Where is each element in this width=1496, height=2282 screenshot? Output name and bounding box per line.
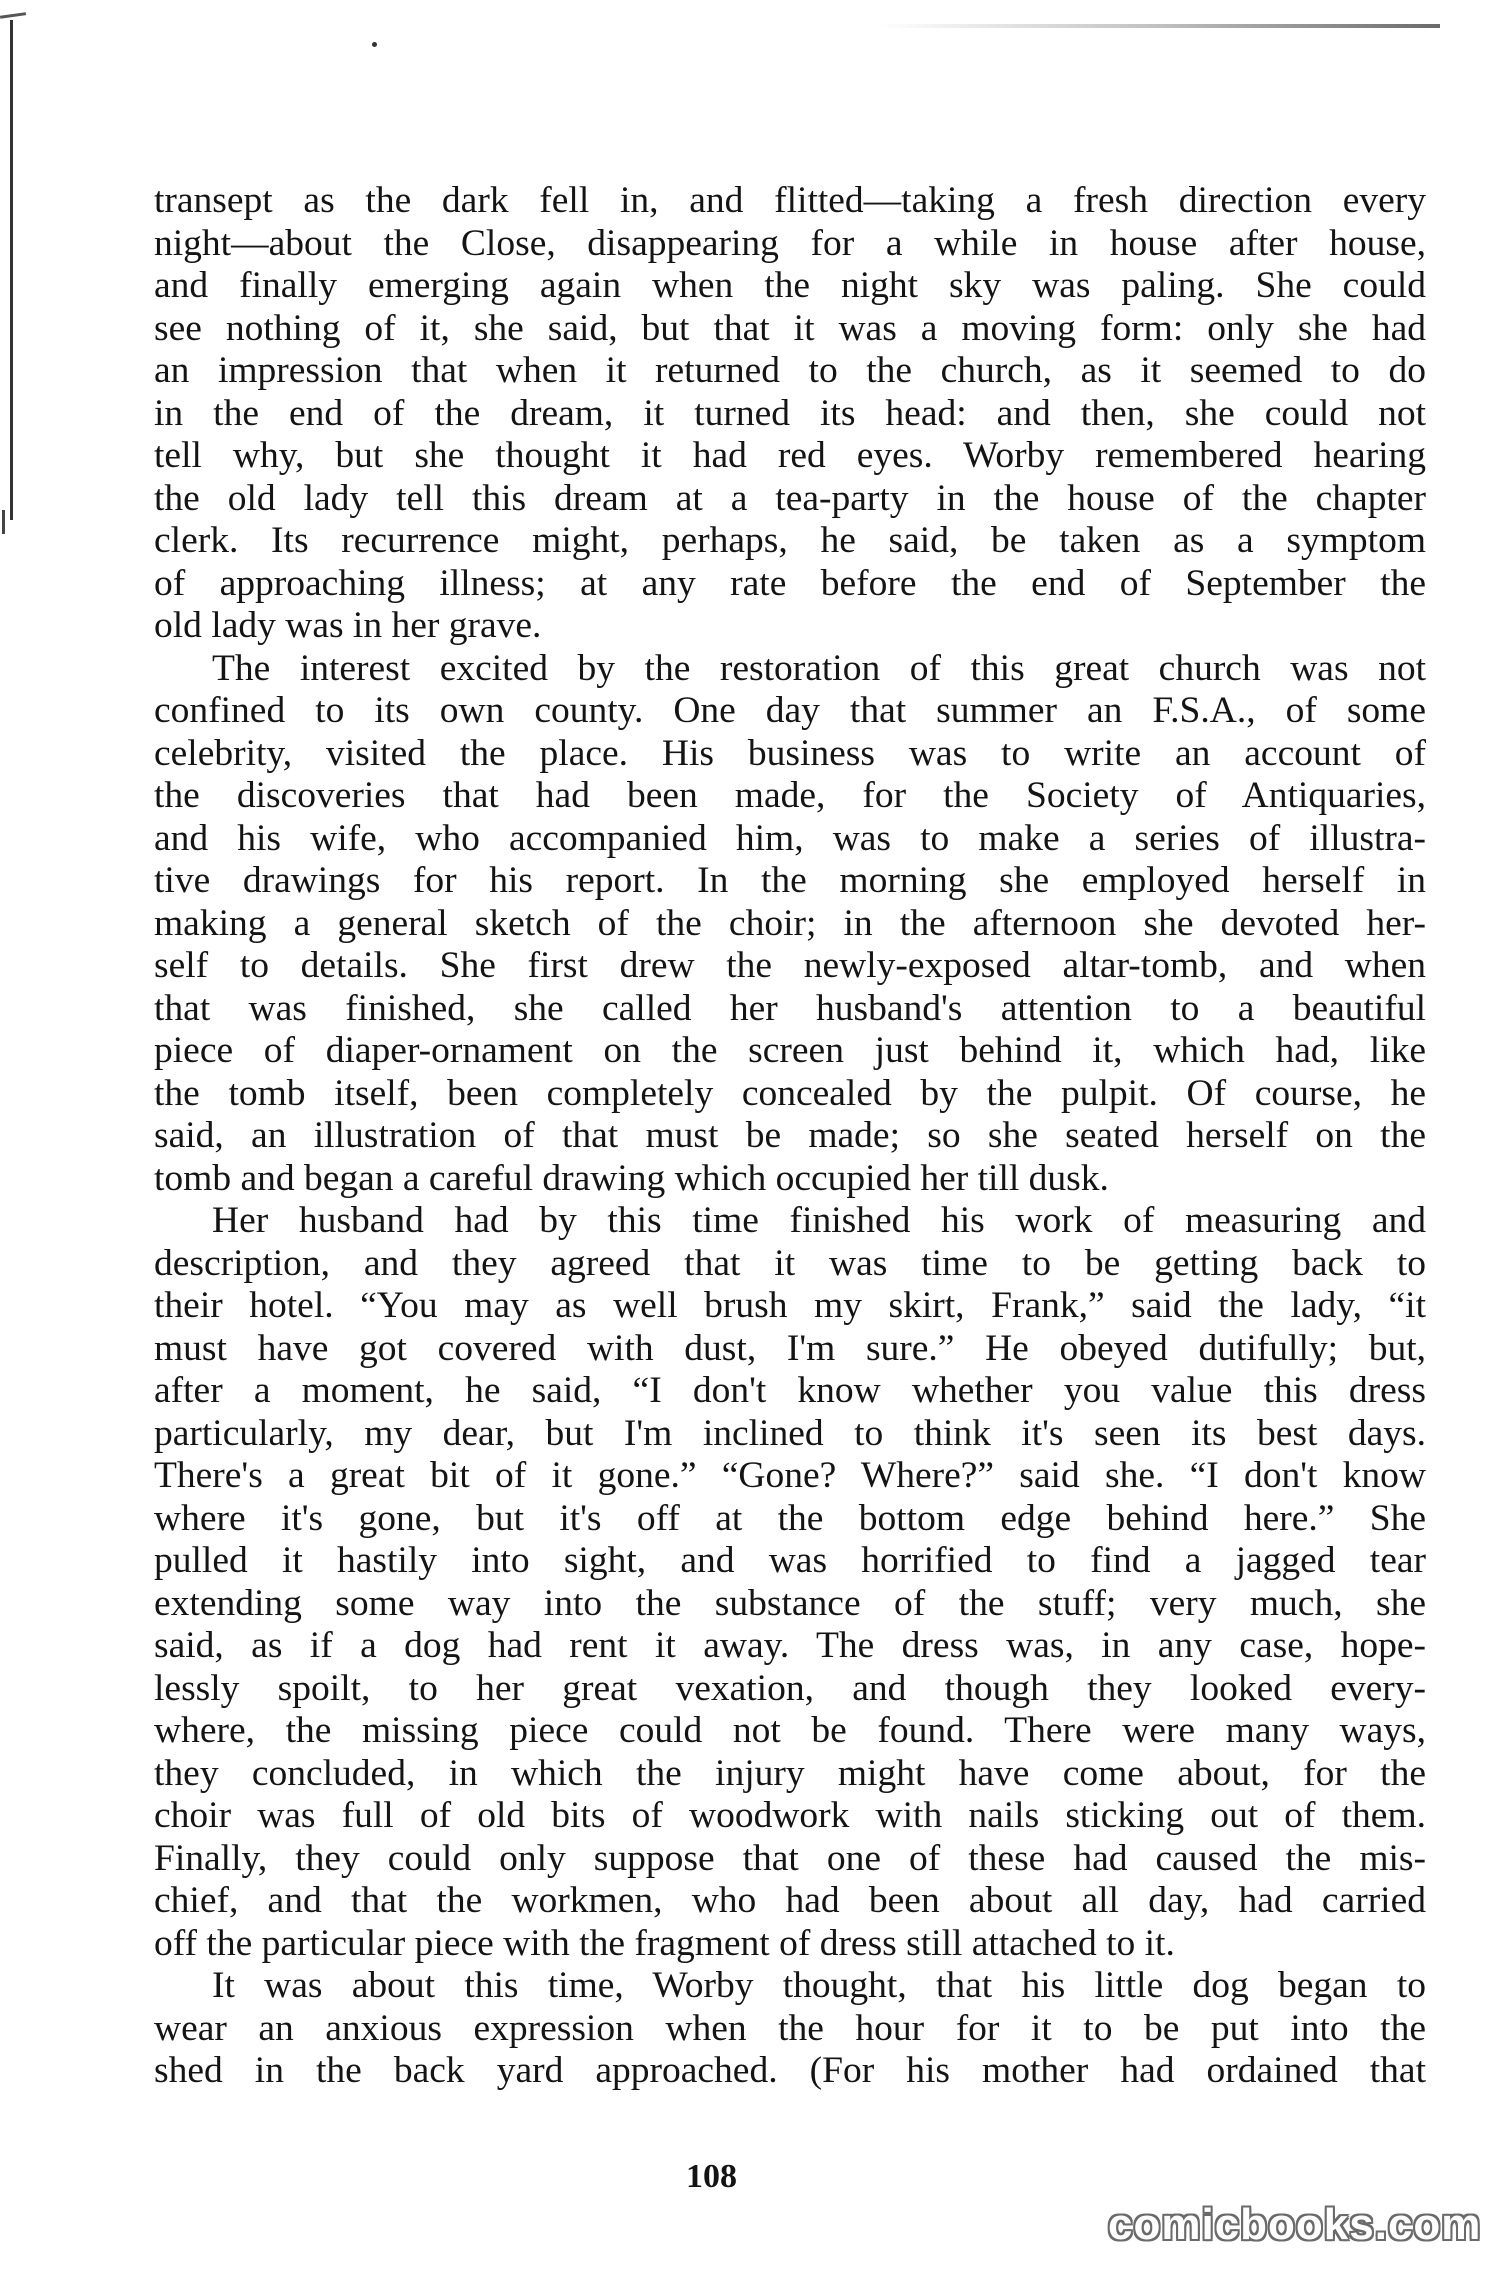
text-line: in the end of the dream, it turned its head: and then, she could not bbox=[154, 392, 1426, 434]
paragraph-first-line: It was about this time, Worby thought, that his little dog began to bbox=[212, 1965, 1426, 2006]
text-line: There's a great bit of it gone.” “Gone? Where?” said she. “I don't know bbox=[154, 1455, 1426, 1496]
paragraph-first-line: The interest excited by the restoration of this great church was not bbox=[212, 647, 1426, 689]
body-text bbox=[154, 180, 1426, 2093]
text-line: description, and they agreed that it was time to be getting back to bbox=[154, 1242, 1426, 1284]
text-line: must have got covered with dust, I'm sure.” He obeyed dutifully; but, bbox=[154, 1327, 1426, 1369]
text-line: confined to its own county. One day that summer an F.S.A., of some bbox=[154, 690, 1426, 731]
text-line: transept as the dark fell in, and flitted—taking a fresh direction every bbox=[154, 180, 1426, 221]
site-watermark: comicbooks.com bbox=[1108, 2200, 1482, 2249]
text-line: piece of diaper-ornament on the screen just behind it, which had, like bbox=[154, 1030, 1426, 1071]
text-line: where it's gone, but it's off at the bottom edge behind here.” She bbox=[154, 1497, 1426, 1539]
ink-dot bbox=[372, 42, 377, 47]
text-line: chief, and that the workmen, who had been about all day, had carried bbox=[154, 1880, 1426, 1921]
text-line: choir was full of old bits of woodwork with nails sticking out of them. bbox=[154, 1795, 1426, 1836]
text-line: off the particular piece with the fragment of dress still attached to it. bbox=[154, 1922, 1175, 1964]
left-edge-mark bbox=[2, 510, 5, 534]
left-margin-rule bbox=[10, 20, 13, 520]
text-line: tell why, but she thought it had red eyes. Worby remembered hearing bbox=[154, 435, 1426, 476]
text-line: clerk. Its recurrence might, perhaps, he said, be taken as a symptom bbox=[154, 520, 1426, 561]
page-number: 108 bbox=[686, 2158, 737, 2195]
text-line: the discoveries that had been made, for the Society of Antiquaries, bbox=[154, 775, 1426, 816]
text-line: of approaching illness; at any rate before the end of September the bbox=[154, 562, 1426, 604]
text-line: they concluded, in which the injury might have come about, for the bbox=[154, 1752, 1426, 1794]
text-line: lessly spoilt, to her great vexation, and though they looked every- bbox=[154, 1667, 1426, 1709]
text-line: and finally emerging again when the night sky was paling. She could bbox=[154, 265, 1426, 306]
text-line: making a general sketch of the choir; in the afternoon she devoted her- bbox=[154, 902, 1426, 944]
text-line: particularly, my dear, but I'm inclined to think it's seen its best days. bbox=[154, 1412, 1426, 1454]
text-line: tive drawings for his report. In the morning she employed herself in bbox=[154, 860, 1426, 901]
text-line: an impression that when it returned to the church, as it seemed to do bbox=[154, 350, 1426, 391]
text-line: where, the missing piece could not be found. There were many ways, bbox=[154, 1710, 1426, 1751]
text-line: after a moment, he said, “I don't know whether you value this dress bbox=[154, 1370, 1426, 1411]
text-line: extending some way into the substance of the stuff; very much, she bbox=[154, 1582, 1426, 1624]
top-edge-smudge bbox=[880, 24, 1440, 28]
text-line: that was finished, she called her husband's attention to a beautiful bbox=[154, 987, 1426, 1029]
text-line: tomb and began a careful drawing which occupied her till dusk. bbox=[154, 1157, 1109, 1199]
text-line: self to details. She first drew the newly-exposed altar-tomb, and when bbox=[154, 945, 1426, 986]
text-line: Finally, they could only suppose that one of these had caused the mis- bbox=[154, 1837, 1426, 1879]
paragraph-first-line: Her husband had by this time finished his work of measuring and bbox=[212, 1200, 1426, 1241]
text-line: their hotel. “You may as well brush my skirt, Frank,” said the lady, “it bbox=[154, 1285, 1426, 1326]
text-line: wear an anxious expression when the hour for it to be put into the bbox=[154, 2007, 1426, 2049]
text-line: see nothing of it, she said, but that it was a moving form: only she had bbox=[154, 307, 1426, 349]
text-line: the old lady tell this dream at a tea-party in the house of the chapter bbox=[154, 477, 1426, 519]
text-line: shed in the back yard approached. (For his mother had ordained that bbox=[154, 2050, 1426, 2091]
text-line: night—about the Close, disappearing for a while in house after house, bbox=[154, 222, 1426, 264]
text-line: said, as if a dog had rent it away. The dress was, in any case, hope- bbox=[154, 1625, 1426, 1666]
text-line: old lady was in her grave. bbox=[154, 605, 542, 646]
text-line: the tomb itself, been completely concealed by the pulpit. Of course, he bbox=[154, 1072, 1426, 1114]
corner-tick-mark bbox=[0, 12, 26, 19]
text-line: celebrity, visited the place. His business was to write an account of bbox=[154, 732, 1426, 774]
text-line: and his wife, who accompanied him, was to make a series of illustra- bbox=[154, 817, 1426, 859]
text-line: said, an illustration of that must be made; so she seated herself on the bbox=[154, 1115, 1426, 1156]
text-line: pulled it hastily into sight, and was horrified to find a jagged tear bbox=[154, 1540, 1426, 1581]
